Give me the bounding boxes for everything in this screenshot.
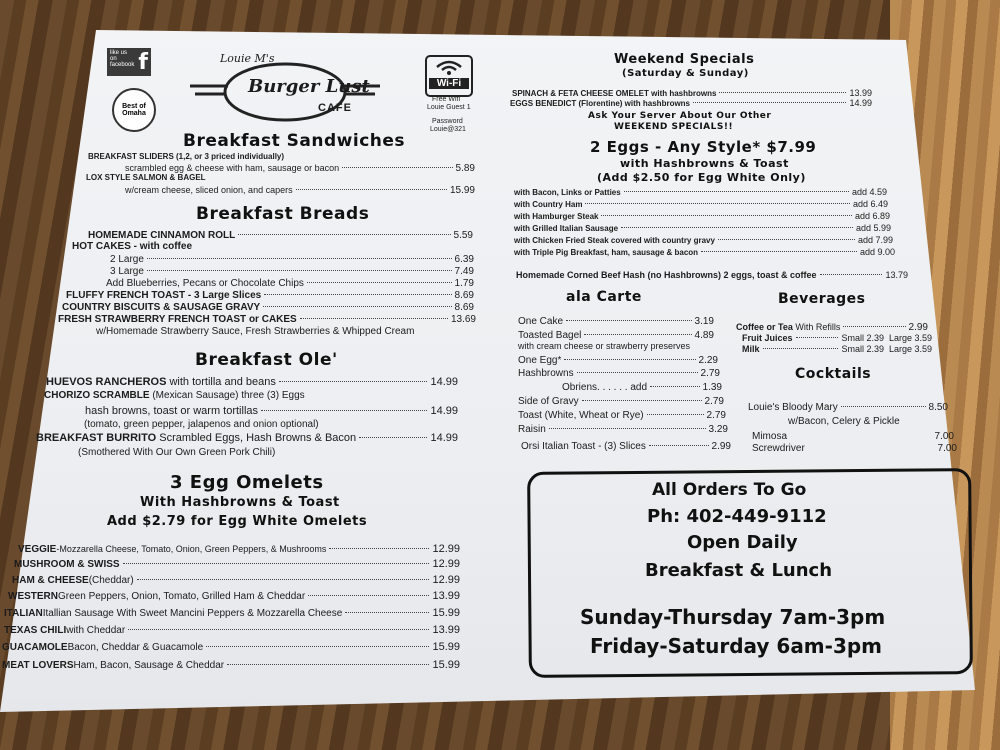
- egg-addon: [514, 199, 888, 209]
- omelet-item: [2, 659, 460, 671]
- omelet-name: GUACAMOLE: [2, 642, 68, 653]
- omelet-price: 13.99: [432, 624, 460, 636]
- egg-addon-price: add 5.99: [855, 223, 891, 233]
- bread-item: [66, 290, 474, 301]
- logo-line2: Burger Lust: [248, 76, 370, 97]
- sliders-name: BREAKFAST SLIDERS (1,2, or 3 priced individually): [88, 152, 285, 161]
- omelet-name: MUSHROOM & SWISS: [14, 559, 120, 570]
- milk-desc: Small 2.39 Large 3.59: [841, 344, 932, 354]
- screw-name: Screwdriver: [752, 443, 805, 454]
- omelet-price: 13.99: [432, 590, 460, 602]
- huevos-name: HUEVOS RANCHEROS: [46, 376, 167, 388]
- chorizo-desc: (Mexican Sausage) three (3) Eggs: [152, 390, 305, 401]
- two-eggs-sub1: with Hashbrowns & Toast: [620, 157, 789, 170]
- egg-addon-price: add 4.59: [851, 187, 887, 197]
- ala-price: 2.29: [698, 355, 718, 366]
- omelet-item: [4, 624, 460, 636]
- ala-price: 3.29: [708, 424, 728, 435]
- screw-price: 7.00: [937, 443, 957, 454]
- egg-addon-price: add 6.49: [852, 199, 888, 209]
- cafe-logo: [190, 52, 380, 124]
- omelet-price: 12.99: [432, 574, 460, 586]
- wifi-icon: [425, 55, 473, 97]
- bread-item: [58, 314, 476, 325]
- wifi-info4: Louie@321: [430, 126, 466, 133]
- egg-addon: [514, 187, 887, 197]
- egg-addon-name: with Bacon, Links or Patties: [514, 188, 621, 197]
- burrito-desc: Scrambled Eggs, Hash Browns & Bacon: [159, 432, 357, 444]
- omelet-desc: Bacon, Cheddar & Guacamole: [67, 642, 204, 653]
- egg-addon: [514, 211, 890, 221]
- box-line2: Ph: 402-449-9112: [647, 506, 827, 527]
- box-line6: Friday-Saturday 6am-3pm: [590, 634, 883, 658]
- juices-desc: Small 2.39 Large 3.59: [841, 333, 932, 343]
- bloody-name: Louie's Bloody Mary: [748, 402, 838, 413]
- omelet-desc: with Cheddar: [66, 625, 126, 636]
- facebook-text: like us on facebook: [110, 50, 135, 68]
- bread-name: COUNTRY BISCUITS & SAUSAGE GRAVY: [62, 302, 261, 313]
- ala-item: [562, 382, 722, 393]
- cocktail-screwdriver: [752, 443, 957, 454]
- wifi-signal-icon: [434, 59, 464, 75]
- bread-name: 3 Large: [110, 266, 144, 277]
- burrito-line: [36, 432, 458, 444]
- beverage-coffee: [736, 322, 928, 333]
- ala-item: [521, 441, 731, 452]
- omelet-item: [18, 543, 460, 555]
- egg-addon-name: with Country Ham: [514, 200, 583, 209]
- weekend-price2: 14.99: [849, 98, 872, 108]
- sliders-price: 5.89: [455, 163, 475, 174]
- omelet-name: ITALIAN: [4, 608, 43, 619]
- section-title-cocktails: Cocktails: [795, 366, 872, 382]
- ala-price: 2.79: [700, 368, 720, 379]
- weekend-item2: EGGS BENEDICT (Florentine) with hashbrowns: [510, 99, 691, 108]
- two-eggs-sub2: (Add $2.50 for Egg White Only): [597, 171, 806, 184]
- cocktail-mimosa: [752, 431, 954, 442]
- omelet-price: 15.99: [432, 641, 460, 653]
- bread-price: 5.59: [453, 230, 473, 241]
- egg-addon-name: with Grilled Italian Sausage: [514, 224, 619, 233]
- section-title-ala-carte: ala Carte: [566, 289, 642, 305]
- omelet-name: VEGGIE: [18, 544, 57, 555]
- omelet-item: [2, 641, 460, 653]
- chorizo-line2: [85, 405, 458, 417]
- egg-addon-name: with Triple Pig Breakfast, ham, sausage & bacon: [514, 248, 699, 257]
- chorizo-name: CHORIZO SCRAMBLE: [44, 390, 150, 401]
- bread-name: 2 Large: [110, 254, 144, 265]
- omelet-name: MEAT LOVERS: [2, 660, 74, 671]
- ala-price: 1.39: [702, 382, 722, 393]
- egg-addon-name: with Chicken Fried Steak covered with country gravy: [514, 236, 715, 245]
- huevos-line: [46, 376, 458, 388]
- juices-name: Fruit Juices: [742, 333, 793, 343]
- bread-item: [72, 241, 192, 252]
- omelet-item: [4, 607, 460, 619]
- section-title-breads: Breakfast Breads: [196, 204, 370, 224]
- bloody-desc: w/Bacon, Celery & Pickle: [788, 416, 900, 427]
- weekend-item: [512, 88, 872, 98]
- cocktail-bloody: [748, 402, 948, 413]
- omelet-desc: Itallian Sausage With Sweet Mancini Peppers & Mozzarella Cheese: [42, 608, 343, 619]
- bread-name: HOMEMADE CINNAMON ROLL: [88, 230, 236, 241]
- section-title-beverages: Beverages: [778, 291, 866, 307]
- wifi-info2: Louie Guest 1: [427, 104, 471, 111]
- section-title-sandwiches: Breakfast Sandwiches: [183, 131, 406, 151]
- omelet-price: 15.99: [432, 607, 460, 619]
- wifi-info1: Free Wifi: [432, 96, 460, 103]
- ala-price: 2.79: [706, 410, 726, 421]
- egg-addon-price: add 7.99: [857, 235, 893, 245]
- burrito-desc2: (Smothered With Our Own Green Pork Chili): [78, 447, 276, 458]
- bread-item: [110, 266, 474, 277]
- bread-item: [106, 278, 474, 289]
- box-line4: Breakfast & Lunch: [645, 560, 833, 581]
- bread-price: 6.39: [454, 254, 474, 265]
- bread-item: [62, 302, 474, 313]
- omelet-desc: Ham, Bacon, Sausage & Cheddar: [73, 660, 225, 671]
- egg-addon-price: add 9.00: [859, 247, 895, 257]
- omelet-name: WESTERN: [8, 591, 58, 602]
- egg-addon: [514, 235, 893, 245]
- chorizo-price: 14.99: [430, 405, 458, 417]
- ala-price: 3.19: [694, 316, 714, 327]
- wifi-info3: Password: [432, 118, 463, 125]
- omelet-price: 12.99: [432, 543, 460, 555]
- bloody-price: 8.50: [928, 402, 948, 413]
- bread-name: HOT CAKES - with coffee: [72, 241, 193, 252]
- hash-line: [516, 270, 908, 280]
- omelet-price: 15.99: [432, 659, 460, 671]
- ala-name: Obriens. . . . . . add: [562, 382, 648, 393]
- ala-name: Raisin: [518, 424, 546, 435]
- ala-name: with cream cheese or strawberry preserves: [518, 341, 691, 351]
- ala-name: One Cake: [518, 316, 564, 327]
- bread-price: 13.69: [450, 314, 476, 325]
- weekend-ask1: Ask Your Server About Our Other: [588, 111, 772, 121]
- mimosa-name: Mimosa: [752, 431, 788, 442]
- milk-name: Milk: [742, 344, 760, 354]
- ala-item: [518, 330, 714, 341]
- burrito-price: 14.99: [430, 432, 458, 444]
- huevos-desc: with tortilla and beans: [169, 376, 276, 388]
- facebook-icon: f: [138, 50, 148, 75]
- section-title-weekend: Weekend Specials: [614, 52, 755, 67]
- section-title-omelets: 3 Egg Omelets: [170, 472, 324, 493]
- ala-item: [518, 355, 718, 366]
- weekend-ask2: WEEKEND SPECIALS!!: [614, 122, 734, 132]
- ala-price: 2.99: [711, 441, 731, 452]
- bread-name: FLUFFY FRENCH TOAST - 3 Large Slices: [66, 290, 262, 301]
- weekend-price1: 13.99: [849, 88, 872, 98]
- facebook-badge: [107, 48, 151, 76]
- coffee-desc: With Refills: [795, 322, 841, 332]
- bread-price: 1.79: [454, 278, 474, 289]
- weekend-item1: SPINACH & FETA CHEESE OMELET with hashbrowns: [512, 89, 717, 98]
- best-of-omaha-badge: [112, 88, 156, 132]
- hash-name: Homemade Corned Beef Hash (no Hashbrowns) 2 eggs, toast & coffee: [516, 270, 817, 280]
- burrito-name: BREAKFAST BURRITO: [36, 432, 157, 444]
- omelet-item: [12, 574, 460, 586]
- sliders-desc: scrambled egg & cheese with ham, sausage or bacon: [125, 163, 340, 173]
- ala-name: Toast (White, Wheat or Rye): [518, 410, 644, 421]
- lox-line: [125, 185, 475, 196]
- bread-note: w/Homemade Strawberry Sauce, Fresh Strawberries & Whipped Cream: [96, 326, 415, 337]
- weekend-item: [510, 98, 872, 108]
- mimosa-price: 7.00: [934, 431, 954, 442]
- lox-name: LOX STYLE SALMON & BAGEL: [86, 173, 206, 182]
- omelet-price: 12.99: [432, 558, 460, 570]
- omelet-item: [8, 590, 460, 602]
- logo-line3: CAFE: [318, 102, 352, 114]
- egg-addon: [514, 247, 895, 257]
- omelets-sub1: With Hashbrowns & Toast: [140, 495, 340, 510]
- ala-price: 4.89: [694, 330, 714, 341]
- omelet-name: TEXAS CHILI: [4, 625, 67, 636]
- omelet-desc: Green Peppers, Onion, Tomato, Grilled Ham & Cheddar: [58, 591, 306, 602]
- ala-item: [518, 341, 738, 351]
- lox-desc: w/cream cheese, sliced onion, and capers: [125, 185, 293, 195]
- box-line1: All Orders To Go: [652, 480, 807, 500]
- omelet-item: [14, 558, 460, 570]
- egg-addon: [514, 223, 891, 233]
- section-title-ole: Breakfast Ole': [195, 350, 338, 370]
- ala-name: Side of Gravy: [518, 396, 579, 407]
- bread-item: [110, 254, 474, 265]
- ala-name: Orsi Italian Toast - (3) Slices: [521, 441, 646, 452]
- ala-item: [518, 410, 726, 421]
- bread-price: 7.49: [454, 266, 474, 277]
- wifi-label: Wi-Fi: [429, 78, 469, 89]
- best-of-text: Best of Omaha: [122, 103, 146, 117]
- bread-name: Add Blueberries, Pecans or Chocolate Chips: [106, 278, 304, 289]
- lox-price: 15.99: [449, 185, 475, 196]
- logo-line1: Louie M's: [220, 52, 275, 65]
- ala-price: 2.79: [704, 396, 724, 407]
- egg-addon-name: with Hamburger Steak: [514, 212, 599, 221]
- box-line3: Open Daily: [687, 532, 798, 553]
- hash-price: 13.79: [885, 270, 908, 280]
- bread-price: 8.69: [454, 302, 474, 313]
- omelet-desc: -Mozzarella Cheese, Tomato, Onion, Green Peppers, & Mushrooms: [56, 544, 327, 554]
- chorizo-desc3: (tomato, green pepper, jalapenos and onion optional): [84, 419, 319, 430]
- chorizo-desc2: hash browns, toast or warm tortillas: [85, 405, 259, 417]
- omelet-name: HAM & CHEESE: [12, 575, 89, 586]
- ala-item: [518, 396, 724, 407]
- weekend-sub: (Saturday & Sunday): [622, 68, 749, 79]
- bread-item: [88, 230, 473, 241]
- box-line5: Sunday-Thursday 7am-3pm: [580, 605, 886, 629]
- chorizo-line: [44, 390, 344, 401]
- coffee-price: 2.99: [908, 322, 928, 333]
- bread-price: 8.69: [454, 290, 474, 301]
- omelets-sub2: Add $2.79 for Egg White Omelets: [107, 514, 368, 529]
- huevos-price: 14.99: [430, 376, 458, 388]
- ala-item: [518, 424, 728, 435]
- beverage-milk: [742, 344, 932, 354]
- bread-name: FRESH STRAWBERRY FRENCH TOAST or CAKES: [58, 314, 297, 325]
- ala-name: One Egg*: [518, 355, 562, 366]
- ala-item: [518, 368, 720, 379]
- coffee-name: Coffee or Tea: [736, 322, 793, 332]
- egg-addon-price: add 6.89: [854, 211, 890, 221]
- ala-item: [518, 316, 714, 327]
- ala-name: Hashbrowns: [518, 368, 574, 379]
- section-title-two-eggs: 2 Eggs - Any Style* $7.99: [590, 138, 817, 156]
- beverage-juices: [742, 333, 932, 343]
- ala-name: Toasted Bagel: [518, 330, 582, 341]
- omelet-desc: (Cheddar): [88, 575, 134, 586]
